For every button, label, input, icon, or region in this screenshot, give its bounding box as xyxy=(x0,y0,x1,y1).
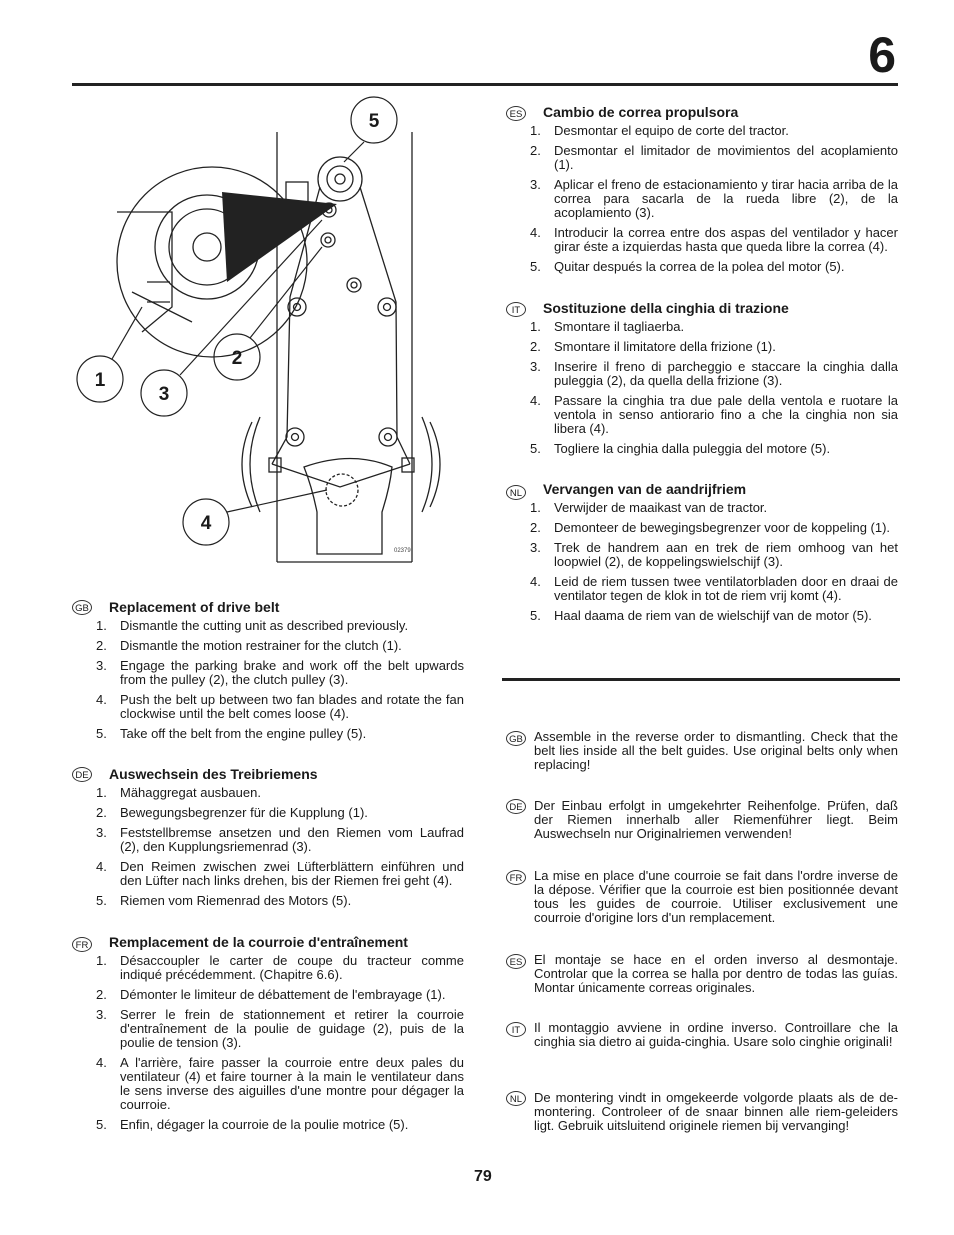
top-rule xyxy=(72,83,898,86)
step-item: 2. Demonteer de bewegingsbegrenzer voor de koppeling (1). xyxy=(530,520,891,535)
note-nl: De montering vindt in omgekeerde volgorde plaats als de de-montering. Controleer of de snaar binnen alle riem-geleiders ligt. Gebruik uitsluitend originele riemen bij vervanging! xyxy=(534,1090,898,1133)
language-badge-fr: FR xyxy=(72,937,92,952)
step-item: 2. Démonter le limiteur de débattement de l'embrayage (1). xyxy=(96,987,446,1002)
step-item: 4. Introducir la correa entre dos aspas del ventilador y hacer girar éste a izquierdas hasta que queda libre la correa (4). xyxy=(530,225,898,254)
section-title: Cambio de correa propulsora xyxy=(543,104,739,120)
section-title: Sostituzione della cinghia di trazione xyxy=(543,300,789,316)
step-item: 2. Bewegungsbegrenzer für die Kupplung (1). xyxy=(96,805,368,820)
drive-belt-diagram xyxy=(72,92,470,572)
language-badge-gb: GB xyxy=(506,731,526,746)
language-badge-nl: NL xyxy=(506,1091,526,1106)
step-item: 2. Dismantle the motion restrainer for the clutch (1). xyxy=(96,638,402,653)
language-badge-it: IT xyxy=(506,1022,526,1037)
callout-1: 1 xyxy=(94,370,106,391)
note-es: El montaje se hace en el orden inverso al desmontaje. Controlar que la correa se halla por dentro de todas las guías. Montar únicamente correas originales. xyxy=(534,952,898,995)
language-badge-de: DE xyxy=(506,799,526,814)
step-item: 5. Enfin, dégager la courroie de la poulie motrice (5). xyxy=(96,1117,409,1132)
step-item: 4. Push the belt up between two fan blades and rotate the fan clockwise until the belt comes loose (4). xyxy=(96,692,464,721)
callout-2: 2 xyxy=(231,348,243,369)
step-list xyxy=(96,954,464,1138)
language-badge-fr: FR xyxy=(506,870,526,885)
step-list xyxy=(530,124,898,280)
step-list xyxy=(530,320,898,462)
section-title: Vervangen van de aandrijfriem xyxy=(543,481,747,497)
section-title: Remplacement de la courroie d'entraînement xyxy=(109,934,408,950)
step-item: 3. Feststellbremse ansetzen und den Riemen vom Laufrad (2), den Kupplungsriemenrad (3). xyxy=(96,825,464,854)
section-title: Auswechsein des Treibriemens xyxy=(109,766,318,782)
note-gb: Assemble in the reverse order to dismantling. Check that the belt lies inside all the belt guides. Use original belts only when replacing! xyxy=(534,729,898,772)
language-badge-es: ES xyxy=(506,106,526,121)
step-list xyxy=(96,786,464,914)
step-item: 4. Leid de riem tussen twee ventilatorbladen door en draai de ventilator tegen de klok in tot de riem vrij komt (4). xyxy=(530,574,898,603)
callout-3: 3 xyxy=(158,384,170,405)
language-badge-it: IT xyxy=(506,302,526,317)
note-de: Der Einbau erfolgt in umgekehrter Reihenfolge. Prüfen, daß der Riemen innerhalb aller Riemenführer liegt. Beim Auswechseln nur Originalriemen verwenden! xyxy=(534,798,898,841)
step-item: 3. Engage the parking brake and work off the belt upwards from the pulley (2), the clutch pulley (3). xyxy=(96,658,464,687)
language-badge-gb: GB xyxy=(72,600,92,615)
step-item: 4. A l'arrière, faire passer la courroie entre deux pales du ventilateur (4) et faire tourner à la main le ventilateur dans le sens inverse des aiguilles d'une montre pour dégager la courroie. xyxy=(96,1055,464,1112)
chapter-number: 6 xyxy=(868,27,896,83)
callout-4: 4 xyxy=(200,513,212,534)
step-item: 1. Désaccoupler le carter de coupe du tracteur comme indiqué précédemment. (Chapitre 6.6). xyxy=(96,953,464,982)
step-item: 2. Smontare il limitatore della frizione (1). xyxy=(530,339,776,354)
step-item: 2. Desmontar el limitador de movimientos del acoplamiento (1). xyxy=(530,143,898,172)
step-item: 3. Inserire il freno di parcheggio e staccare la cinghia dalla puleggia (2), da quella della frizione (3). xyxy=(530,359,898,388)
step-item: 4. Passare la cinghia tra due pale della ventola e ruotare la ventola in senso antiorario fino a che la cinghia non sia libera (4). xyxy=(530,393,898,436)
section-divider xyxy=(502,678,900,681)
step-item: 1. Dismantle the cutting unit as described previously. xyxy=(96,618,409,633)
page-number: 79 xyxy=(474,1168,492,1185)
step-item: 1. Mähaggregat ausbauen. xyxy=(96,785,261,800)
step-list xyxy=(96,619,464,747)
step-item: 1. Desmontar el equipo de corte del tractor. xyxy=(530,123,789,138)
section-title: Replacement of drive belt xyxy=(109,599,280,615)
language-badge-nl: NL xyxy=(506,485,526,500)
part-code: 02379 xyxy=(394,548,411,554)
step-item: 5. Quitar después la correa de la polea del motor (5). xyxy=(530,259,845,274)
step-item: 5. Haal daama de riem van de wielschijf van de motor (5). xyxy=(530,608,872,623)
step-item: 3. Serrer le frein de stationnement et retirer la courroie d'entraînement de la poulie de guidage (2), puis de la poulie de tension (3). xyxy=(96,1007,464,1050)
language-badge-es: ES xyxy=(506,954,526,969)
step-item: 5. Riemen vom Riemenrad des Motors (5). xyxy=(96,893,352,908)
step-item: 3. Trek de handrem aan en trek de riem omhoog van het loopwiel (2), de koppelingswielschijf (3). xyxy=(530,540,898,569)
step-item: 5. Take off the belt from the engine pulley (5). xyxy=(96,726,367,741)
step-item: 5. Togliere la cinghia dalla puleggia del motore (5). xyxy=(530,441,831,456)
language-badge-de: DE xyxy=(72,767,92,782)
note-fr: La mise en place d'une courroie se fait dans l'ordre inverse de la dépose. Vérifier que la courroie est bien positionnée devant tous les guides de courroie. Utiliser exclusivement une courroie d'origine lors d'un remplacement. xyxy=(534,868,898,925)
note-it: Il montaggio avviene in ordine inverso. Controillare che la cinghia sia dietro ai guida-cinghia. Usare solo cinghie originali! xyxy=(534,1020,898,1049)
callout-5: 5 xyxy=(368,111,380,132)
step-item: 4. Den Reimen zwischen zwei Lüfterblättern einführen und den Lüfter nach links drehen, bis der Riemen frei geht (4). xyxy=(96,859,464,888)
step-list xyxy=(530,501,898,629)
step-item: 1. Verwijder de maaikast van de tractor. xyxy=(530,500,768,515)
step-item: 1. Smontare il tagliaerba. xyxy=(530,319,685,334)
step-item: 3. Aplicar el freno de estacionamiento y tirar hacia arriba de la correa para sacarla de la rueda libre (2), de la acoplamiento (3). xyxy=(530,177,898,220)
